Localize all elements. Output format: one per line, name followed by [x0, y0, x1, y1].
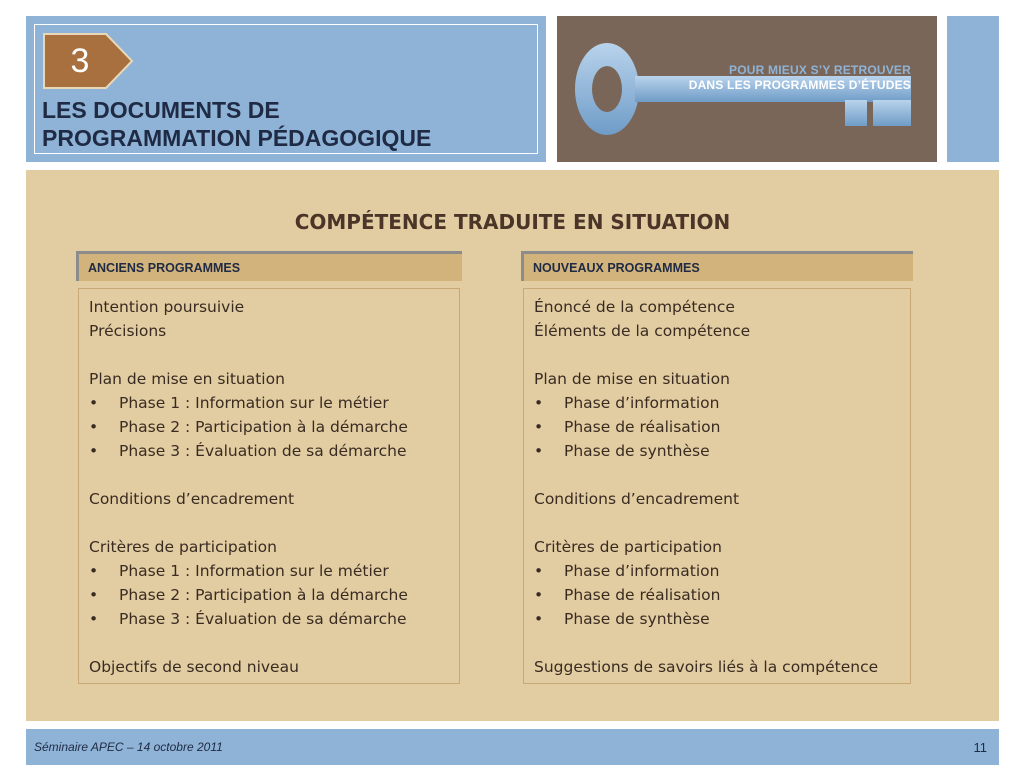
section-number: 3	[70, 41, 90, 80]
list-bullet-item: • Phase 2 : Participation à la démarche	[89, 415, 449, 439]
key-panel	[557, 16, 937, 162]
page-title-line2: PROGRAMMATION PÉDAGOGIQUE	[42, 125, 432, 151]
list-item: Plan de mise en situation	[534, 370, 730, 388]
section-badge	[42, 32, 132, 90]
section-title: COMPÉTENCE TRADUITE EN SITUATION	[294, 210, 731, 234]
list-bullet-item: • Phase 1 : Information sur le métier	[89, 391, 449, 415]
list-bullet-item: • Phase de réalisation	[534, 415, 900, 439]
list-bullet-item: • Phase 1 : Information sur le métier	[89, 559, 449, 583]
list-item: Plan de mise en situation	[89, 370, 285, 388]
spacer	[534, 511, 900, 535]
page-title	[42, 96, 532, 152]
column-header-marker	[76, 251, 79, 281]
list-item: Objectifs de second niveau	[89, 658, 299, 676]
column-header-old-label: ANCIENS PROGRAMMES	[88, 261, 241, 275]
footer-bar	[26, 729, 999, 765]
column-header-new-label: NOUVEAUX PROGRAMMES	[533, 261, 700, 275]
column-new-content	[523, 288, 911, 684]
list-bullet-item: • Phase de synthèse	[534, 439, 900, 463]
footer-caption: Séminaire APEC – 14 octobre 2011	[34, 740, 223, 754]
column-header-new	[521, 251, 913, 281]
spacer	[534, 343, 900, 367]
list-bullet-item: • Phase de synthèse	[534, 607, 900, 631]
spacer	[534, 631, 900, 655]
list-item: Éléments de la compétence	[534, 322, 751, 340]
list-bullet-item: • Phase de réalisation	[534, 583, 900, 607]
spacer	[89, 463, 449, 487]
spacer	[89, 631, 449, 655]
column-header-old	[76, 251, 462, 281]
list-item: Critères de participation	[89, 538, 277, 556]
list-item: Intention poursuivie	[89, 298, 245, 316]
list-item: Suggestions de savoirs liés à la compétence	[534, 658, 879, 676]
column-old-content	[78, 288, 460, 684]
spacer	[534, 463, 900, 487]
key-tagline-line1: POUR MIEUX S’Y RETROUVER	[729, 63, 911, 77]
list-item: Conditions d’encadrement	[534, 490, 740, 508]
list-item: Conditions d’encadrement	[89, 490, 295, 508]
list-item: Critères de participation	[534, 538, 722, 556]
page-number: 11	[973, 740, 987, 755]
spacer	[89, 343, 449, 367]
list-item: Énoncé de la compétence	[534, 298, 735, 316]
list-bullet-item: • Phase 3 : Évaluation de sa démarche	[89, 439, 449, 463]
header-side-strip	[947, 16, 999, 162]
list-bullet-item: • Phase 3 : Évaluation de sa démarche	[89, 607, 449, 631]
page-title-line1: LES DOCUMENTS DE	[42, 97, 280, 123]
key-tagline-line2: DANS LES PROGRAMMES D’ÉTUDES	[688, 78, 911, 92]
list-bullet-item: • Phase d’information	[534, 391, 900, 415]
list-bullet-item: • Phase 2 : Participation à la démarche	[89, 583, 449, 607]
column-header-marker	[521, 251, 524, 281]
list-item: Précisions	[89, 322, 167, 340]
spacer	[89, 511, 449, 535]
list-bullet-item: • Phase d’information	[534, 559, 900, 583]
